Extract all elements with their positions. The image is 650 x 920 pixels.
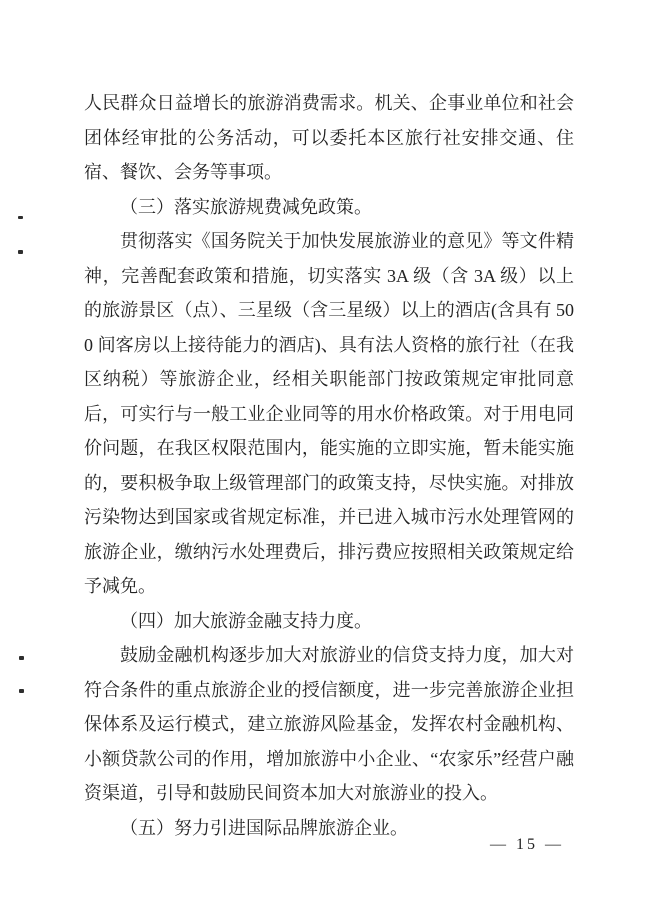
section-heading-3: （三）落实旅游规费减免政策。 bbox=[120, 196, 372, 217]
scan-speck bbox=[19, 689, 24, 693]
paragraph-section-3-body: 贯彻落实《国务院关于加快发展旅游业的意见》等文件精神，完善配套政策和措施，切实落实 3A 级（含 3A 级）以上的旅游景区（点）、三星级（含三星级）以上的酒店(含具有 500 间客房以上接待能力的酒店)、具有法人资格的旅行社（在我区纳税）等旅游企业，经相关职能部门按政策规定审批同意后，可实行与一般工业企业同等的用水价格政策。对于用电同价问题，在我区权限范围内，能实施的立即实施，暂未能实施的，要积极争取上级管理部门的政策支持，尽快实施。对排放污染物达到国家或省规定标准，并已进入城市污水处理管网的旅游企业，缴纳污水处理费后，排污费应按照相关政策规定给予减免。 bbox=[84, 231, 574, 596]
section-heading-4: （四）加大旅游金融支持力度。 bbox=[120, 610, 372, 631]
document-body bbox=[84, 86, 574, 845]
scan-speck bbox=[18, 250, 23, 254]
scan-speck bbox=[19, 656, 24, 660]
section-heading-5: （五）努力引进国际品牌旅游企业。 bbox=[120, 817, 408, 838]
page-number: — 15 — bbox=[490, 836, 564, 853]
paragraph-section-4-body: 鼓励金融机构逐步加大对旅游业的信贷支持力度，加大对符合条件的重点旅游企业的授信额度，进一步完善旅游企业担保体系及运行模式，建立旅游风险基金，发挥农村金融机构、小额贷款公司的作用，增加旅游中小企业、“农家乐”经营户融资渠道，引导和鼓励民间资本加大对旅游业的投入。 bbox=[84, 645, 574, 803]
paragraph-continuation: 人民群众日益增长的旅游消费需求。机关、企事业单位和社会团体经审批的公务活动，可以委托本区旅行社安排交通、住宿、餐饮、会务等事项。 bbox=[84, 93, 574, 182]
scan-speck bbox=[18, 216, 23, 219]
